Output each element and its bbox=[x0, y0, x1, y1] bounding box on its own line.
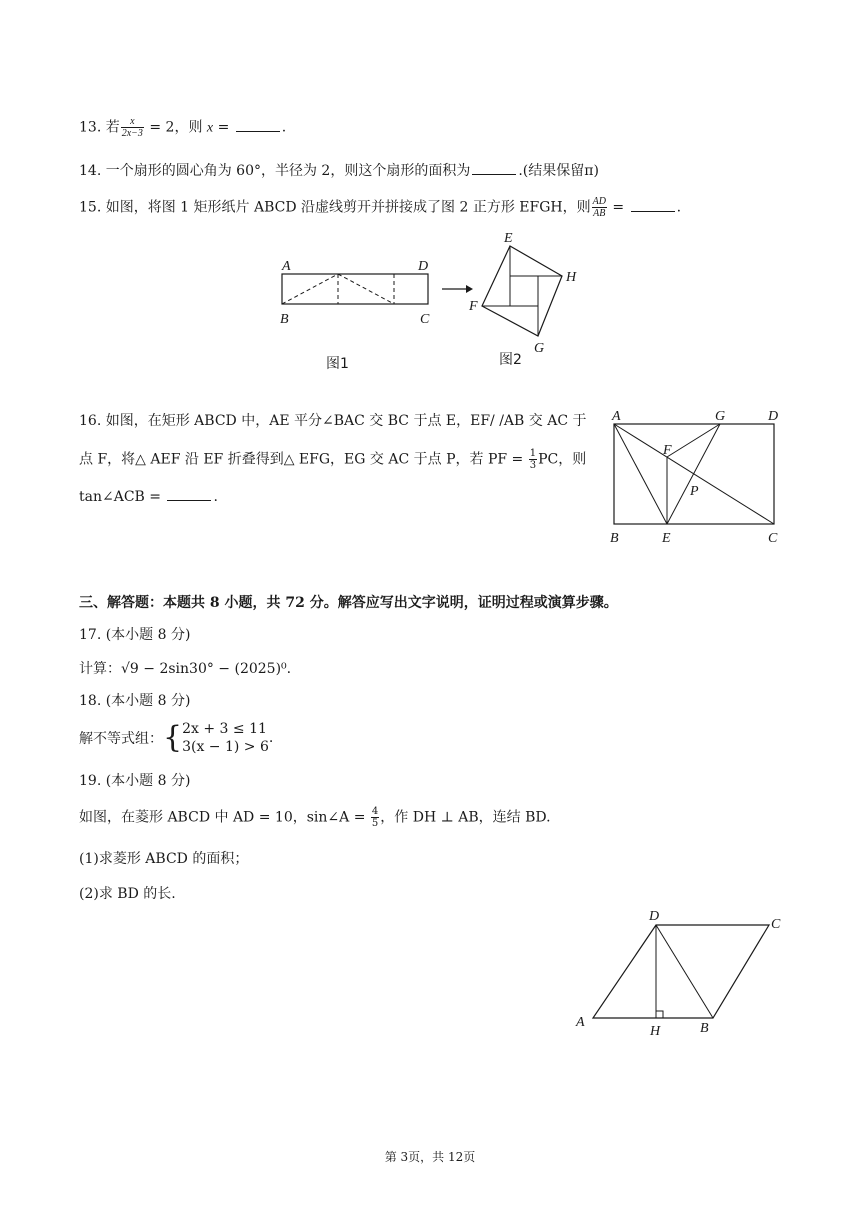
caption-figure-2: 图2 bbox=[499, 352, 522, 368]
question-15: 15. 如图，将图 1 矩形纸片 ABCD 沿虚线剪开并拼接成了图 2 正方形 EFGH，则 $\frac{AD}{AB}$ = . bbox=[79, 196, 682, 219]
question-13: 13. 若 $\frac{x}{2x-3}$ = 2，则 x = . bbox=[79, 116, 287, 139]
segment-eg bbox=[667, 424, 720, 524]
question-number: 15. bbox=[79, 199, 102, 216]
label-d: D bbox=[649, 909, 660, 924]
arrow-head-icon bbox=[466, 285, 473, 293]
label-b: B bbox=[610, 531, 619, 546]
inequality-system: 2x + 3 ≤ 11 3(x − 1) > 6 bbox=[182, 721, 269, 755]
label-h: H bbox=[650, 1024, 661, 1039]
label-a: A bbox=[576, 1015, 585, 1030]
label-a: A bbox=[282, 259, 291, 274]
question-number: 14. bbox=[79, 163, 102, 179]
question-19-body: 如图，在菱形 ABCD 中 AD = 10，sin∠A = $\frac{4}{5}$ ，作 DH ⊥ AB，连结 BD. bbox=[79, 806, 551, 829]
label-c: C bbox=[420, 312, 430, 327]
question-17-body: 计算：√9 − 2sin30° − (2025)⁰. bbox=[79, 661, 292, 677]
figure-19 bbox=[568, 904, 798, 1044]
question-16-line-1: 16. 如图，在矩形 ABCD 中，AE 平分∠BAC 交 BC 于点 E，EF/ /AB 交 AC 于 bbox=[79, 413, 587, 429]
brace-icon: { bbox=[163, 720, 183, 755]
question-text: 一个扇形的圆心角为 60°，半径为 2，则这个扇形的面积为 bbox=[105, 163, 471, 179]
caption-figure-1: 图1 bbox=[326, 356, 349, 372]
label-e: E bbox=[504, 231, 513, 246]
answer-blank[interactable] bbox=[167, 488, 211, 501]
segment-ae bbox=[614, 424, 667, 524]
rhombus-abcd bbox=[593, 925, 769, 1018]
question-14: 14. 一个扇形的圆心角为 60°，半径为 2，则这个扇形的面积为 .(结果保留π) bbox=[79, 163, 599, 179]
label-h: H bbox=[566, 270, 577, 285]
question-19-head: 19. (本小题 8 分) bbox=[79, 773, 191, 789]
label-d: D bbox=[768, 409, 779, 424]
answer-blank[interactable] bbox=[236, 119, 280, 132]
label-e: E bbox=[662, 531, 671, 546]
label-b: B bbox=[280, 312, 289, 327]
label-a: A bbox=[612, 409, 621, 424]
label-c: C bbox=[768, 531, 778, 546]
label-p: P bbox=[690, 484, 699, 499]
question-18-head: 18. (本小题 8 分) bbox=[79, 693, 191, 709]
question-text: 若 bbox=[105, 119, 120, 136]
answer-blank[interactable] bbox=[472, 162, 516, 175]
fraction: $\frac{1}{3}$ bbox=[529, 448, 537, 471]
variable: x bbox=[206, 120, 214, 136]
fraction: $\frac{x}{2x-3}$ bbox=[121, 116, 143, 139]
question-text: = 2，则 bbox=[144, 119, 207, 136]
fraction: $\frac{AD}{AB}$ bbox=[592, 196, 606, 219]
dashed-cut bbox=[338, 274, 394, 304]
fraction: $\frac{4}{5}$ bbox=[371, 806, 379, 829]
section-3-title: 三、解答题：本题共 8 小题，共 72 分。解答应写出文字说明，证明过程或演算步骤。 bbox=[79, 595, 618, 611]
square-efgh bbox=[482, 246, 562, 336]
label-g: G bbox=[534, 341, 545, 356]
figure-15 bbox=[270, 228, 600, 378]
page-footer: 第 3页，共 12页 bbox=[384, 1150, 476, 1164]
segment-fg bbox=[667, 424, 720, 457]
label-c: C bbox=[771, 917, 781, 932]
question-16-line-2: 点 F，将△ AEF 沿 EF 折叠得到△ EFG，EG 交 AC 于点 P，若 PF = $\frac{1}{3}$ PC，则 bbox=[79, 448, 587, 471]
label-g: G bbox=[715, 409, 726, 424]
question-number: 13. bbox=[79, 119, 102, 136]
dashed-cut bbox=[282, 274, 338, 304]
question-text: 如图，将图 1 矩形纸片 ABCD 沿虚线剪开并拼接成了图 2 正方形 EFGH，则 bbox=[105, 199, 591, 216]
label-b: B bbox=[700, 1021, 709, 1036]
question-16-line-3: tan∠ACB = . bbox=[79, 489, 218, 505]
answer-blank[interactable] bbox=[631, 199, 675, 212]
question-19-part-1: (1)求菱形 ABCD 的面积； bbox=[79, 851, 249, 867]
diagonal-bd bbox=[656, 925, 713, 1018]
label-d: D bbox=[418, 259, 429, 274]
rectangle-abcd bbox=[282, 274, 428, 304]
question-19-part-2: (2)求 BD 的长. bbox=[79, 886, 176, 902]
label-f: F bbox=[663, 443, 672, 458]
figure-16 bbox=[600, 404, 800, 548]
right-angle-icon bbox=[656, 1011, 663, 1018]
question-17-head: 17. (本小题 8 分) bbox=[79, 627, 191, 643]
question-18-body: 解不等式组：{ 2x + 3 ≤ 11 3(x − 1) > 6 . bbox=[79, 720, 274, 755]
label-f: F bbox=[469, 299, 478, 314]
